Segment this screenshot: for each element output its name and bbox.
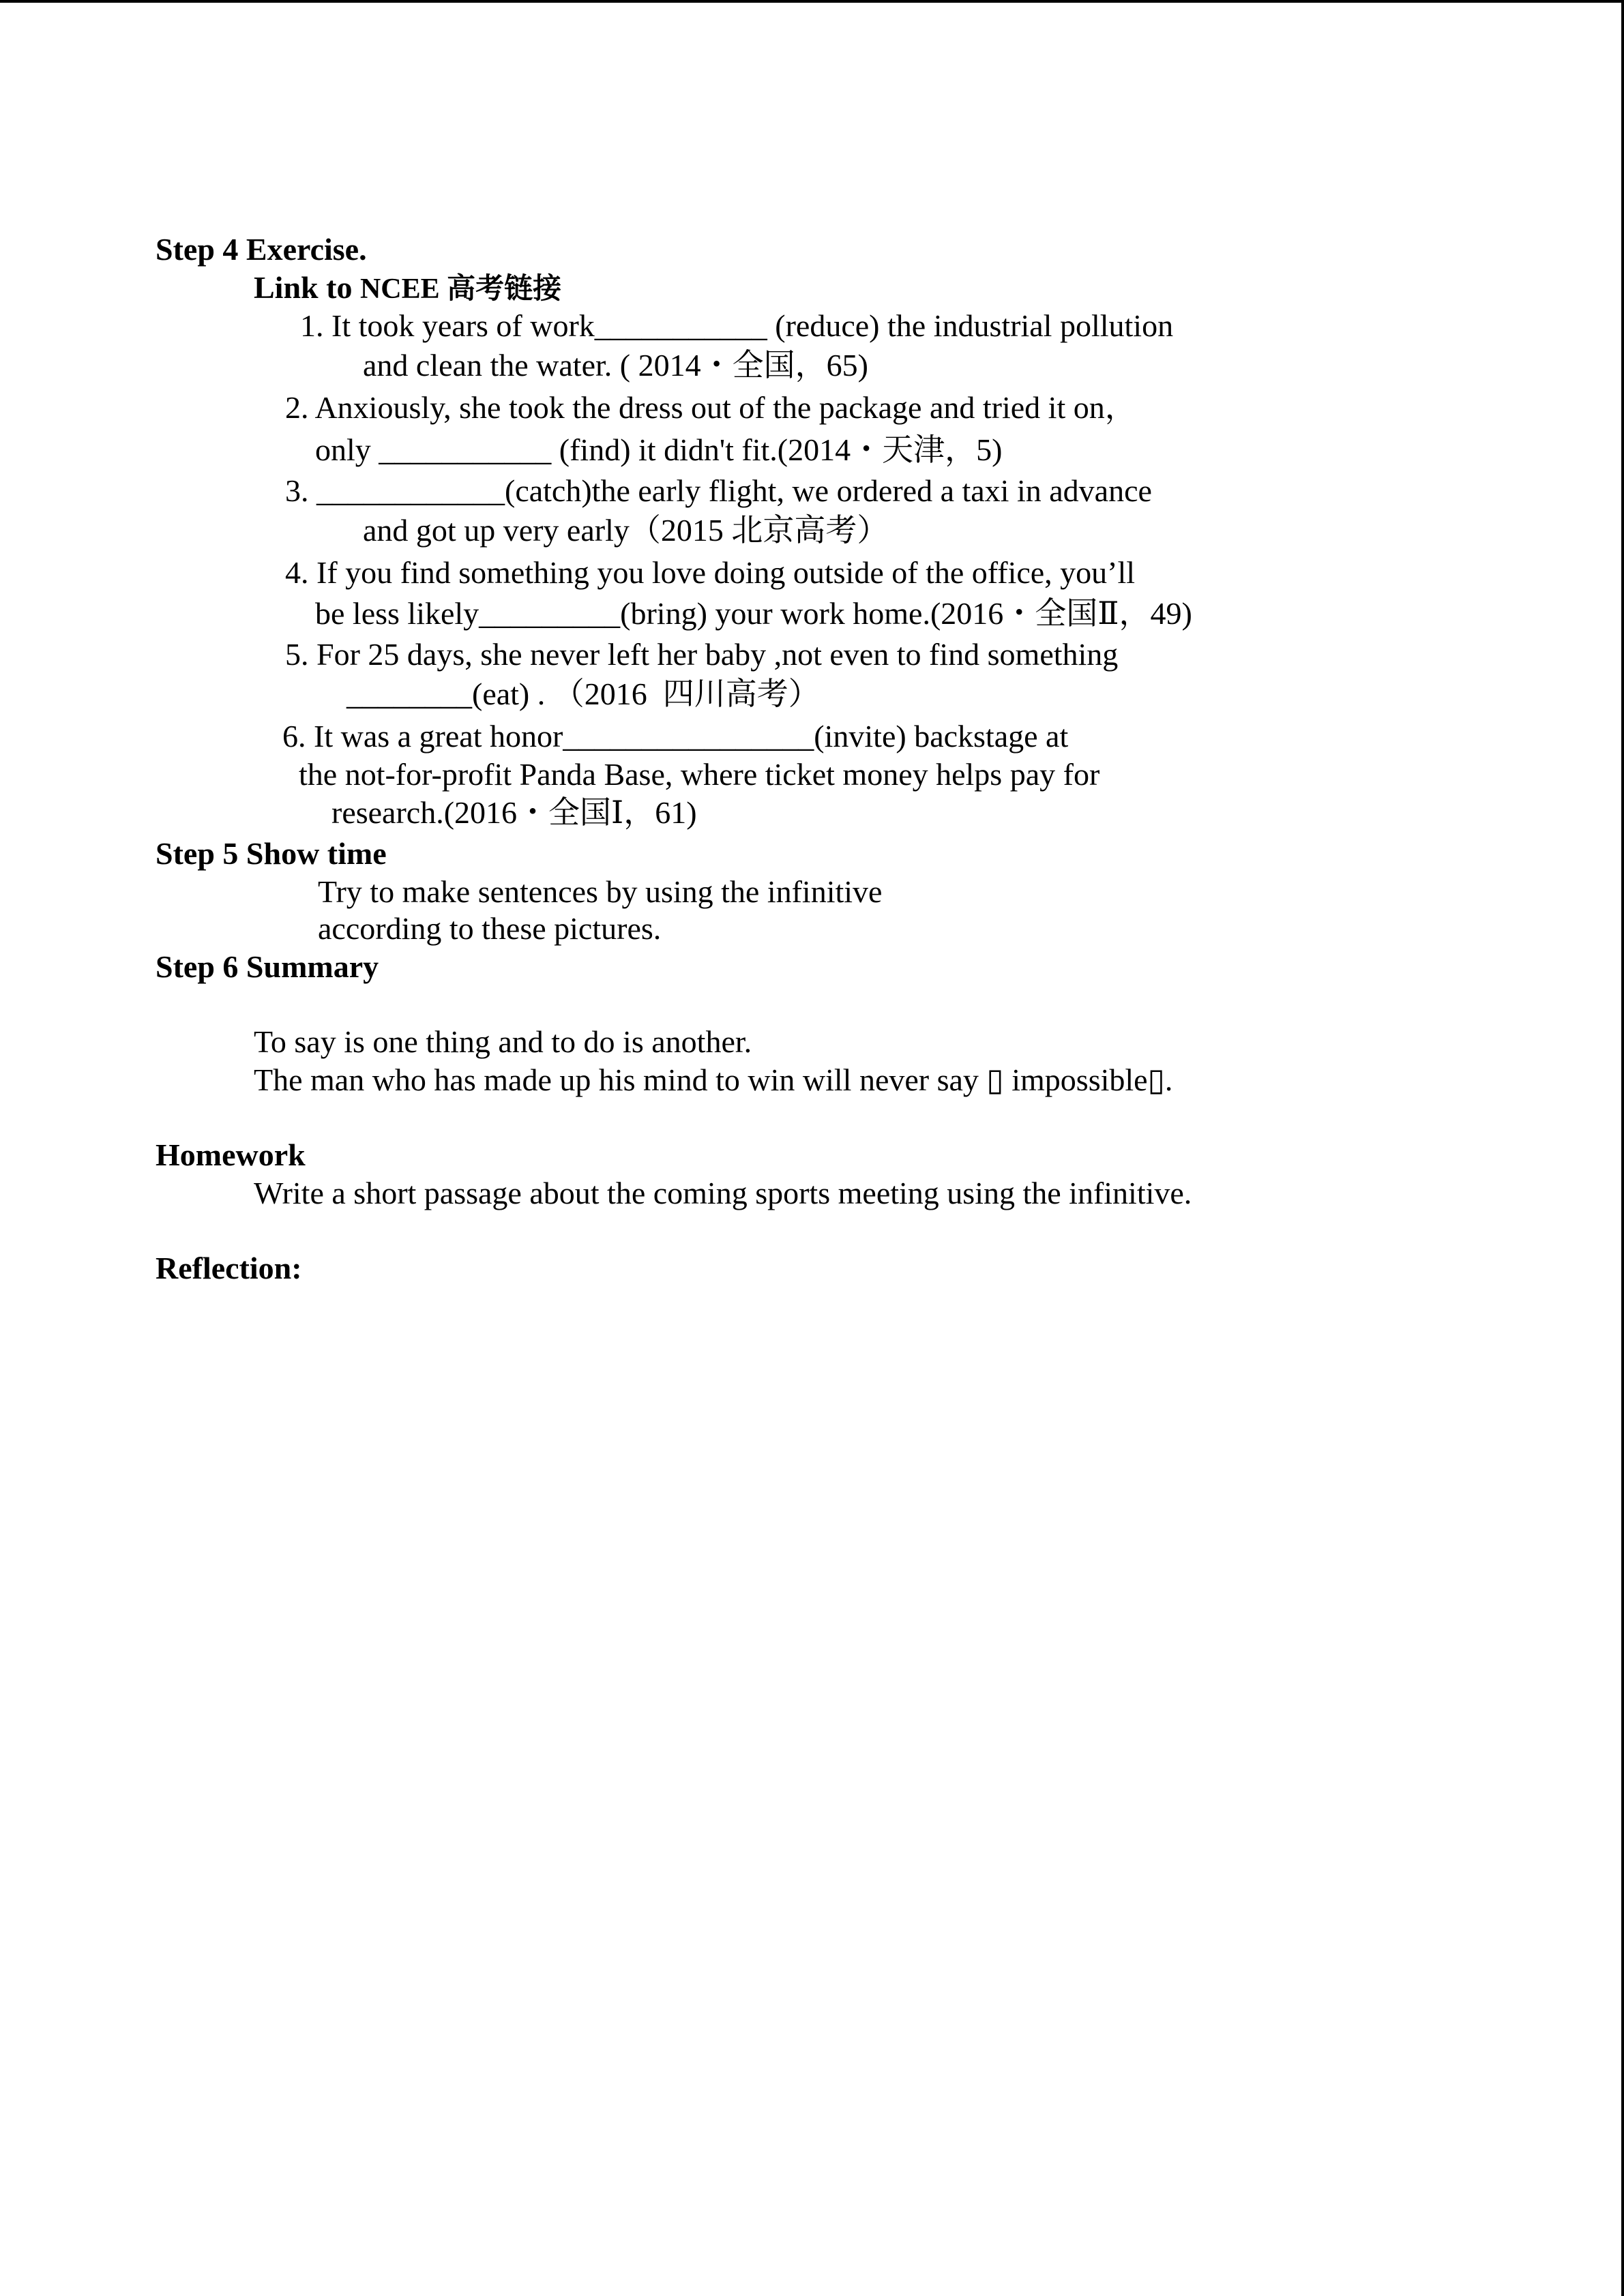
exercise-6-line-1: 6. It was a great honor________________(invite) backstage at xyxy=(282,719,1069,754)
step5-line-1: Try to make sentences by using the infinitive xyxy=(318,874,883,909)
step5-heading: Step 5 Show time xyxy=(156,836,387,871)
exercise-3-line-1: 3. ____________(catch)the early flight, we ordered a taxi in advance xyxy=(285,473,1152,508)
exercise-3-line-2: and got up very early（2015 北京高考） xyxy=(363,513,889,548)
page-border-right xyxy=(1621,0,1624,2296)
exercise-4-line-1: 4. If you find something you love doing outside of the office, you’ll xyxy=(285,555,1136,590)
step4-heading: Step 4 Exercise. xyxy=(156,232,367,267)
exercise-4-line-2: be less likely_________(bring) your work home.(2016・全国Ⅱ，49) xyxy=(315,596,1192,631)
homework-heading: Homework xyxy=(156,1137,306,1172)
exercise-2-line-1: 2. Anxiously, she took the dress out of the package and tried it on， xyxy=(285,390,1136,425)
step5-line-2: according to these pictures. xyxy=(318,911,662,946)
exercise-5-line-2: ________(eat) . （2016 四川高考） xyxy=(346,676,820,711)
step6-line-2: The man who has made up his mind to win will never say ▯ impossible▯. xyxy=(254,1062,1173,1097)
page-border-top xyxy=(0,0,1624,3)
homework-text: Write a short passage about the coming sports meeting using the infinitive. xyxy=(254,1176,1192,1210)
link-to-ncee-heading xyxy=(254,269,561,308)
step6-line-1: To say is one thing and to do is another. xyxy=(254,1024,752,1059)
exercise-6-line-2: the not-for-profit Panda Base, where ticket money helps pay for xyxy=(299,757,1100,792)
reflection-heading: Reflection: xyxy=(156,1251,302,1285)
link-sub: NCEE 高考链接 xyxy=(359,273,562,305)
exercise-1-line-1: 1. It took years of work___________ (reduce) the industrial pollution xyxy=(300,308,1174,343)
step6-heading: Step 6 Summary xyxy=(156,949,379,984)
link-label: Link to xyxy=(254,270,360,305)
exercise-6-line-3: research.(2016・全国Ⅰ，61) xyxy=(331,795,697,830)
exercise-1-line-2: and clean the water. ( 2014・全国，65) xyxy=(363,348,868,383)
exercise-5-line-1: 5. For 25 days, she never left her baby ,not even to find something xyxy=(285,637,1119,672)
exercise-2-line-2: only ___________ (find) it didn't fit.(2014・天津，5) xyxy=(315,432,1003,467)
